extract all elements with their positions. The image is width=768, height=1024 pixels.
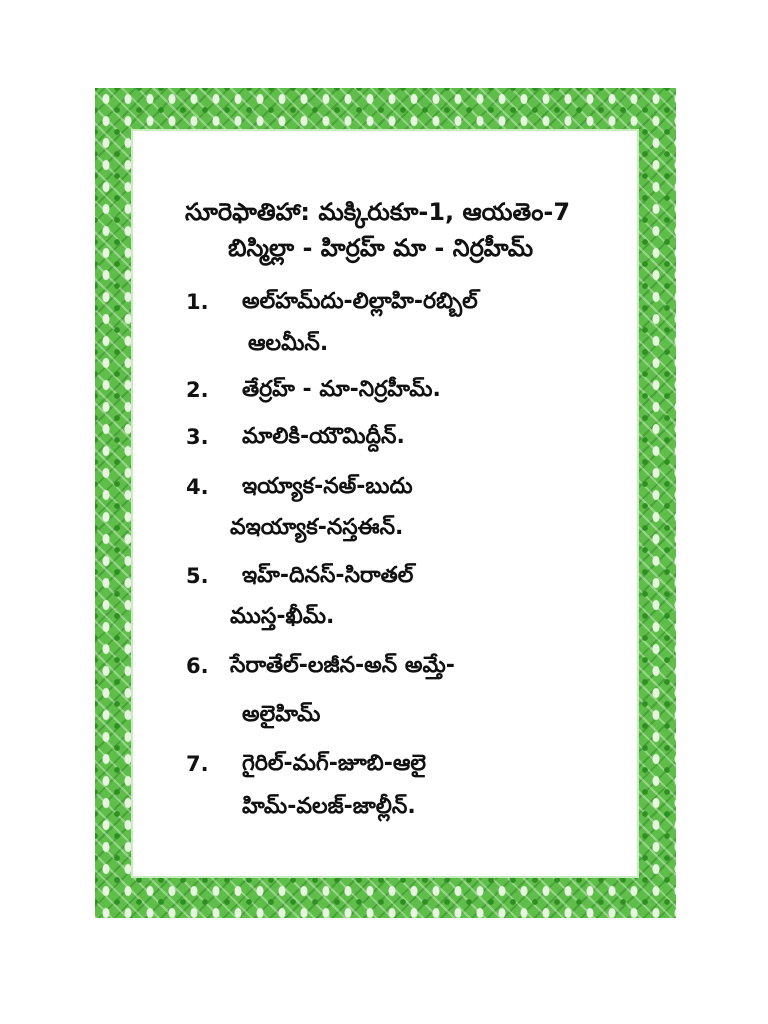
verse-line: గైరిల్-మగ్-జూబి-ఆలై bbox=[242, 751, 426, 776]
verse-number: 3. bbox=[186, 425, 209, 449]
surah-heading: సూరెఫాతిహా: మక్కిరుకూ-1, ఆయతెం-7 bbox=[185, 198, 571, 226]
verse-line: అల్‌హమ్‌దు-లిల్లాహి-రబ్బిల్ bbox=[242, 289, 478, 314]
verse-number: 1. bbox=[186, 290, 209, 314]
verse-line: అలైహిమ్ bbox=[242, 702, 321, 727]
verse-line: వఇయ్యాక-నస్తఈన్. bbox=[230, 515, 404, 540]
verse-number: 2. bbox=[186, 378, 209, 402]
verse-line: ముస్త-ఖీమ్. bbox=[230, 604, 335, 629]
verse-line: మాలికి-యౌమిద్దీన్. bbox=[242, 424, 405, 449]
verse-line: ఆలమీన్. bbox=[248, 331, 329, 356]
verse-number: 7. bbox=[186, 752, 209, 776]
verse-line: సేరాతేల్-లజీన-అన్ అమ్తే- bbox=[230, 653, 455, 678]
verse-line: హిమ్-వలజ్-జాల్లీన్. bbox=[242, 794, 416, 819]
verse-line: ఇయ్యాక-నఅ్-బుదు bbox=[242, 474, 413, 499]
verse-line: ఇహ్-దినస్-సిరాతల్ bbox=[242, 563, 414, 588]
bismillah-line: బిస్మిల్లా - హిర్రహ్ మా - నిర్రహీమ్ bbox=[228, 234, 534, 262]
verse-number: 6. bbox=[186, 654, 209, 678]
verse-number: 4. bbox=[186, 475, 209, 499]
verse-number: 5. bbox=[186, 564, 209, 588]
verse-line: తేర్రహ్ - మా-నిర్రహీమ్. bbox=[242, 377, 441, 402]
